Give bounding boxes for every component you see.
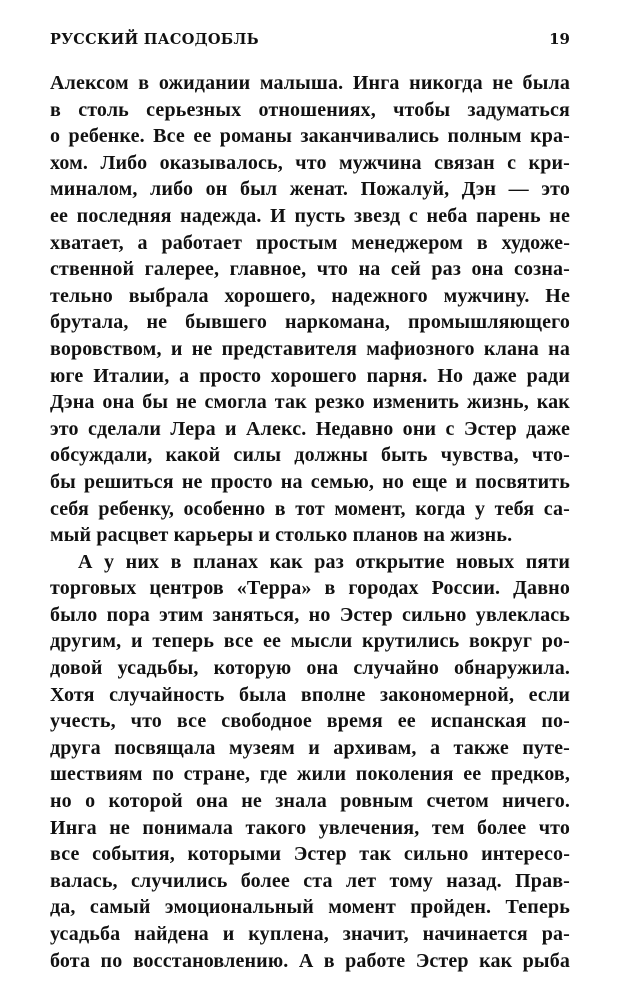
paragraph [50, 70, 570, 549]
text-line: Хотя случайность была вполне закономерной, если [50, 683, 570, 706]
book-page [50, 30, 570, 974]
text-line: хом. Либо оказывалось, что мужчина связан с кри- [50, 151, 570, 174]
text-line: в столь серьезных отношениях, чтобы задуматься [50, 98, 570, 121]
text-line: Инга не понимала такого увлечения, тем более что [50, 816, 570, 839]
running-head [50, 30, 570, 56]
text-line: о ребенке. Все ее романы заканчивались полным кра- [50, 125, 570, 148]
paragraph [50, 549, 570, 975]
text-line: торговых центров «Терра» в городах России. Давно [50, 577, 570, 600]
text-line: Алексом в ожидании малыша. Инга никогда не была [50, 72, 570, 94]
text-line: А у них в планах как раз открытие новых пяти [78, 550, 570, 573]
text-line: брутала, не бывшего наркомана, промышляющего [50, 311, 570, 334]
text-line: учесть, что все свободное время ее испанская по- [50, 710, 570, 733]
text-line: мый расцвет карьеры и столько планов на жизнь. [50, 524, 513, 547]
text-line: да, самый эмоциональный момент пройден. Теперь [50, 896, 570, 919]
text-line: миналом, либо он был женат. Пожалуй, Дэн — это [50, 178, 570, 201]
text-line: себя ребенку, особенно в тот момент, когда у тебя са- [50, 497, 570, 520]
text-line: хватает, а работает простым менеджером в художе- [50, 231, 570, 254]
text-line: ственной галерее, главное, что на сей раз она сознa- [50, 258, 570, 281]
text-line: все события, которыми Эстер так сильно интересо- [50, 843, 570, 866]
text-line: шествиям по стране, где жили поколения ее предков, [50, 763, 570, 786]
text-line: валась, случились более ста лет тому назад. Прав- [50, 869, 570, 892]
text-line: ее последняя надежда. И пусть звезд с неба парень не [50, 204, 570, 227]
text-line: обсуждали, какой силы должны быть чувства, что- [50, 444, 570, 467]
text-line: но о которой она не знала ровным счетом ничего. [50, 790, 570, 813]
text-line: это сделали Лера и Алекс. Недавно они с Эстер даже [50, 417, 570, 440]
text-line: было пора этим заняться, но Эстер сильно увлеклась [50, 603, 570, 626]
running-title: РУССКИЙ ПАСОДОБЛЬ [50, 31, 259, 48]
text-line: друга посвящала музеям и архивам, а также путе- [50, 736, 570, 759]
text-line: бы решиться не просто на семью, но еще и посвятить [50, 470, 570, 493]
text-line: Дэна она бы не смогла так резко изменить жизнь, как [50, 391, 570, 414]
page-number: 19 [549, 30, 570, 48]
text-line: тельно выбрала хорошего, надежного мужчину. Не [50, 284, 570, 307]
text-line: усадьба найдена и куплена, значит, начинается ра- [50, 923, 570, 945]
body-text [50, 70, 570, 974]
text-line: воровством, и не представителя мафиозного клана на [50, 337, 570, 360]
text-line: другим, и теперь все ее мысли крутились вокруг ро- [50, 630, 570, 653]
text-line: бота по восстановлению. А в работе Эстер как рыба [50, 949, 570, 972]
text-line: юге Италии, а просто хорошего парня. Но даже ради [50, 364, 570, 387]
text-line: довой усадьбы, которую она случайно обнаружила. [50, 657, 570, 680]
